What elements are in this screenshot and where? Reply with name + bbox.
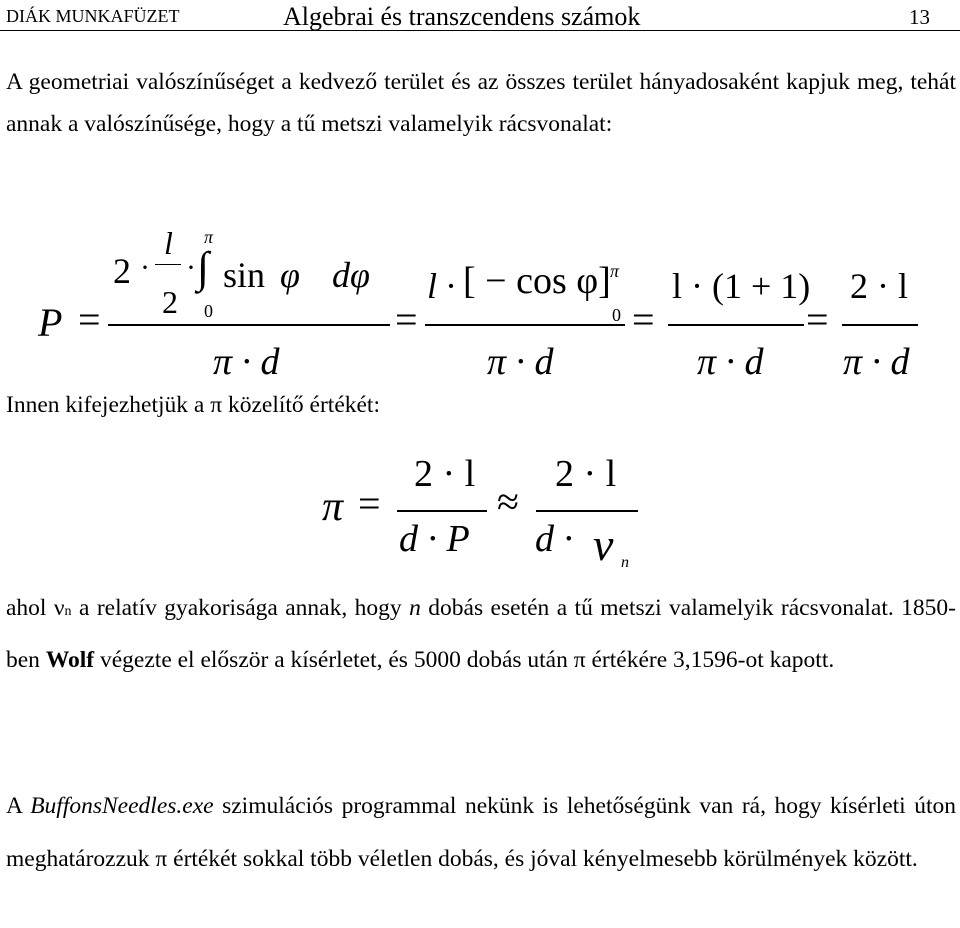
page-header (0, 0, 960, 31)
paragraph-pi-approx: Innen kifejezhetjük a π közelítő értékét: (6, 392, 380, 418)
paragraph-intro: A geometriai valószínűséget a kedvező terület és az összes terület hányadosaként kapjuk meg, tehát annak a valószínűsége, hogy a tű metszi valamelyik rácsvonalat: (6, 69, 956, 137)
p4-text-a: A (6, 793, 31, 819)
formula2-den-2-sub: n (621, 554, 629, 571)
header-left-text: DIÁK MUNKAFÜZET (6, 6, 180, 26)
formula1-int-upper: π (204, 227, 214, 247)
formula2-num-1: 2 · l (414, 453, 476, 495)
formula1-inner-two: 2 (162, 284, 178, 320)
formula2-num-2: 2 · l (555, 453, 617, 495)
formula2-den-2-nu: ν (593, 519, 614, 570)
formula1-dphi: dφ (332, 255, 370, 295)
p4-text-b: szimulációs programmal nekünk is lehetőségünk van rá, hogy kísérleti úton meghatározzuk π értékét sokkal több véletlen dobás, és jóval kényelmesebb körülmények között. (6, 793, 956, 872)
formula1-num2-upper: π (610, 261, 620, 281)
formula1-den-4: π · d (843, 341, 910, 383)
formula1-int-lower: 0 (204, 301, 213, 321)
formula1-eq-3: = (632, 297, 655, 342)
formula1-den-3: π · d (697, 341, 764, 383)
p3-subscript: n (64, 604, 72, 619)
formula1-inner-fraction-line (155, 264, 181, 265)
formula1-eq-2: = (395, 297, 418, 342)
p3-text-b: a relatív gyakorisága annak, hogy (71, 595, 410, 621)
formula1-den-2: π · d (487, 341, 554, 383)
p3-text-d: végezte el először a kísérletet, és 5000 dobás után π értékére 3,1596-ot kapott. (94, 647, 835, 673)
formula1-dot: · (140, 251, 150, 284)
formula1-num4: 2 · l (850, 266, 908, 306)
formula2-approx: ≈ (497, 479, 519, 524)
formula1-fraction-line-3 (668, 324, 804, 326)
formula2-fraction-line-2 (536, 510, 638, 512)
formula1-phi: φ (280, 255, 300, 295)
formula1-num3: l · (1 + 1) (672, 266, 811, 306)
formula1-integral-sign: ∫ (197, 243, 210, 292)
formula1-fraction-line-2 (425, 324, 625, 326)
formula1-den-1: π · d (213, 341, 280, 383)
formula2-pi: π (322, 484, 344, 530)
formula1-num2-lower: 0 (612, 305, 621, 325)
formula1-coef: 2 (113, 251, 131, 291)
formula1-num2-l: l · (427, 266, 456, 306)
formula2-den-1: d · P (399, 518, 470, 560)
paragraph-wolf (6, 584, 956, 685)
formula2-den-2-d: d · (535, 518, 573, 560)
paragraph-simulation (6, 780, 956, 886)
formula2-fraction-line-1 (397, 510, 487, 512)
page-number: 13 (909, 5, 930, 29)
formula1-lhs: P (38, 300, 63, 345)
p4-program-name: BuffonsNeedles.exe (30, 793, 214, 819)
formula2-eq: = (358, 481, 381, 526)
formula1-num2-bracket: [ − cos φ] (463, 260, 611, 302)
formula1-fraction-line-1 (108, 324, 390, 326)
p3-n: n (409, 595, 421, 621)
formula1-dot-2: · (186, 251, 196, 284)
p3-text-a: ahol ν (6, 595, 65, 621)
p3-text-c: dobás esetén a tű metszi valamelyik rácsvonalat. 1850-ben (6, 595, 957, 673)
formula1-inner-l: l (164, 225, 173, 261)
p3-wolf: Wolf (45, 647, 95, 673)
formula1-eq-1: = (78, 297, 101, 342)
formula1-sin: sin (223, 255, 266, 295)
header-title: Algebrai és transzcendens számok (283, 2, 641, 31)
formula1-eq-4: = (806, 297, 829, 342)
formula1-fraction-line-4 (842, 324, 918, 326)
